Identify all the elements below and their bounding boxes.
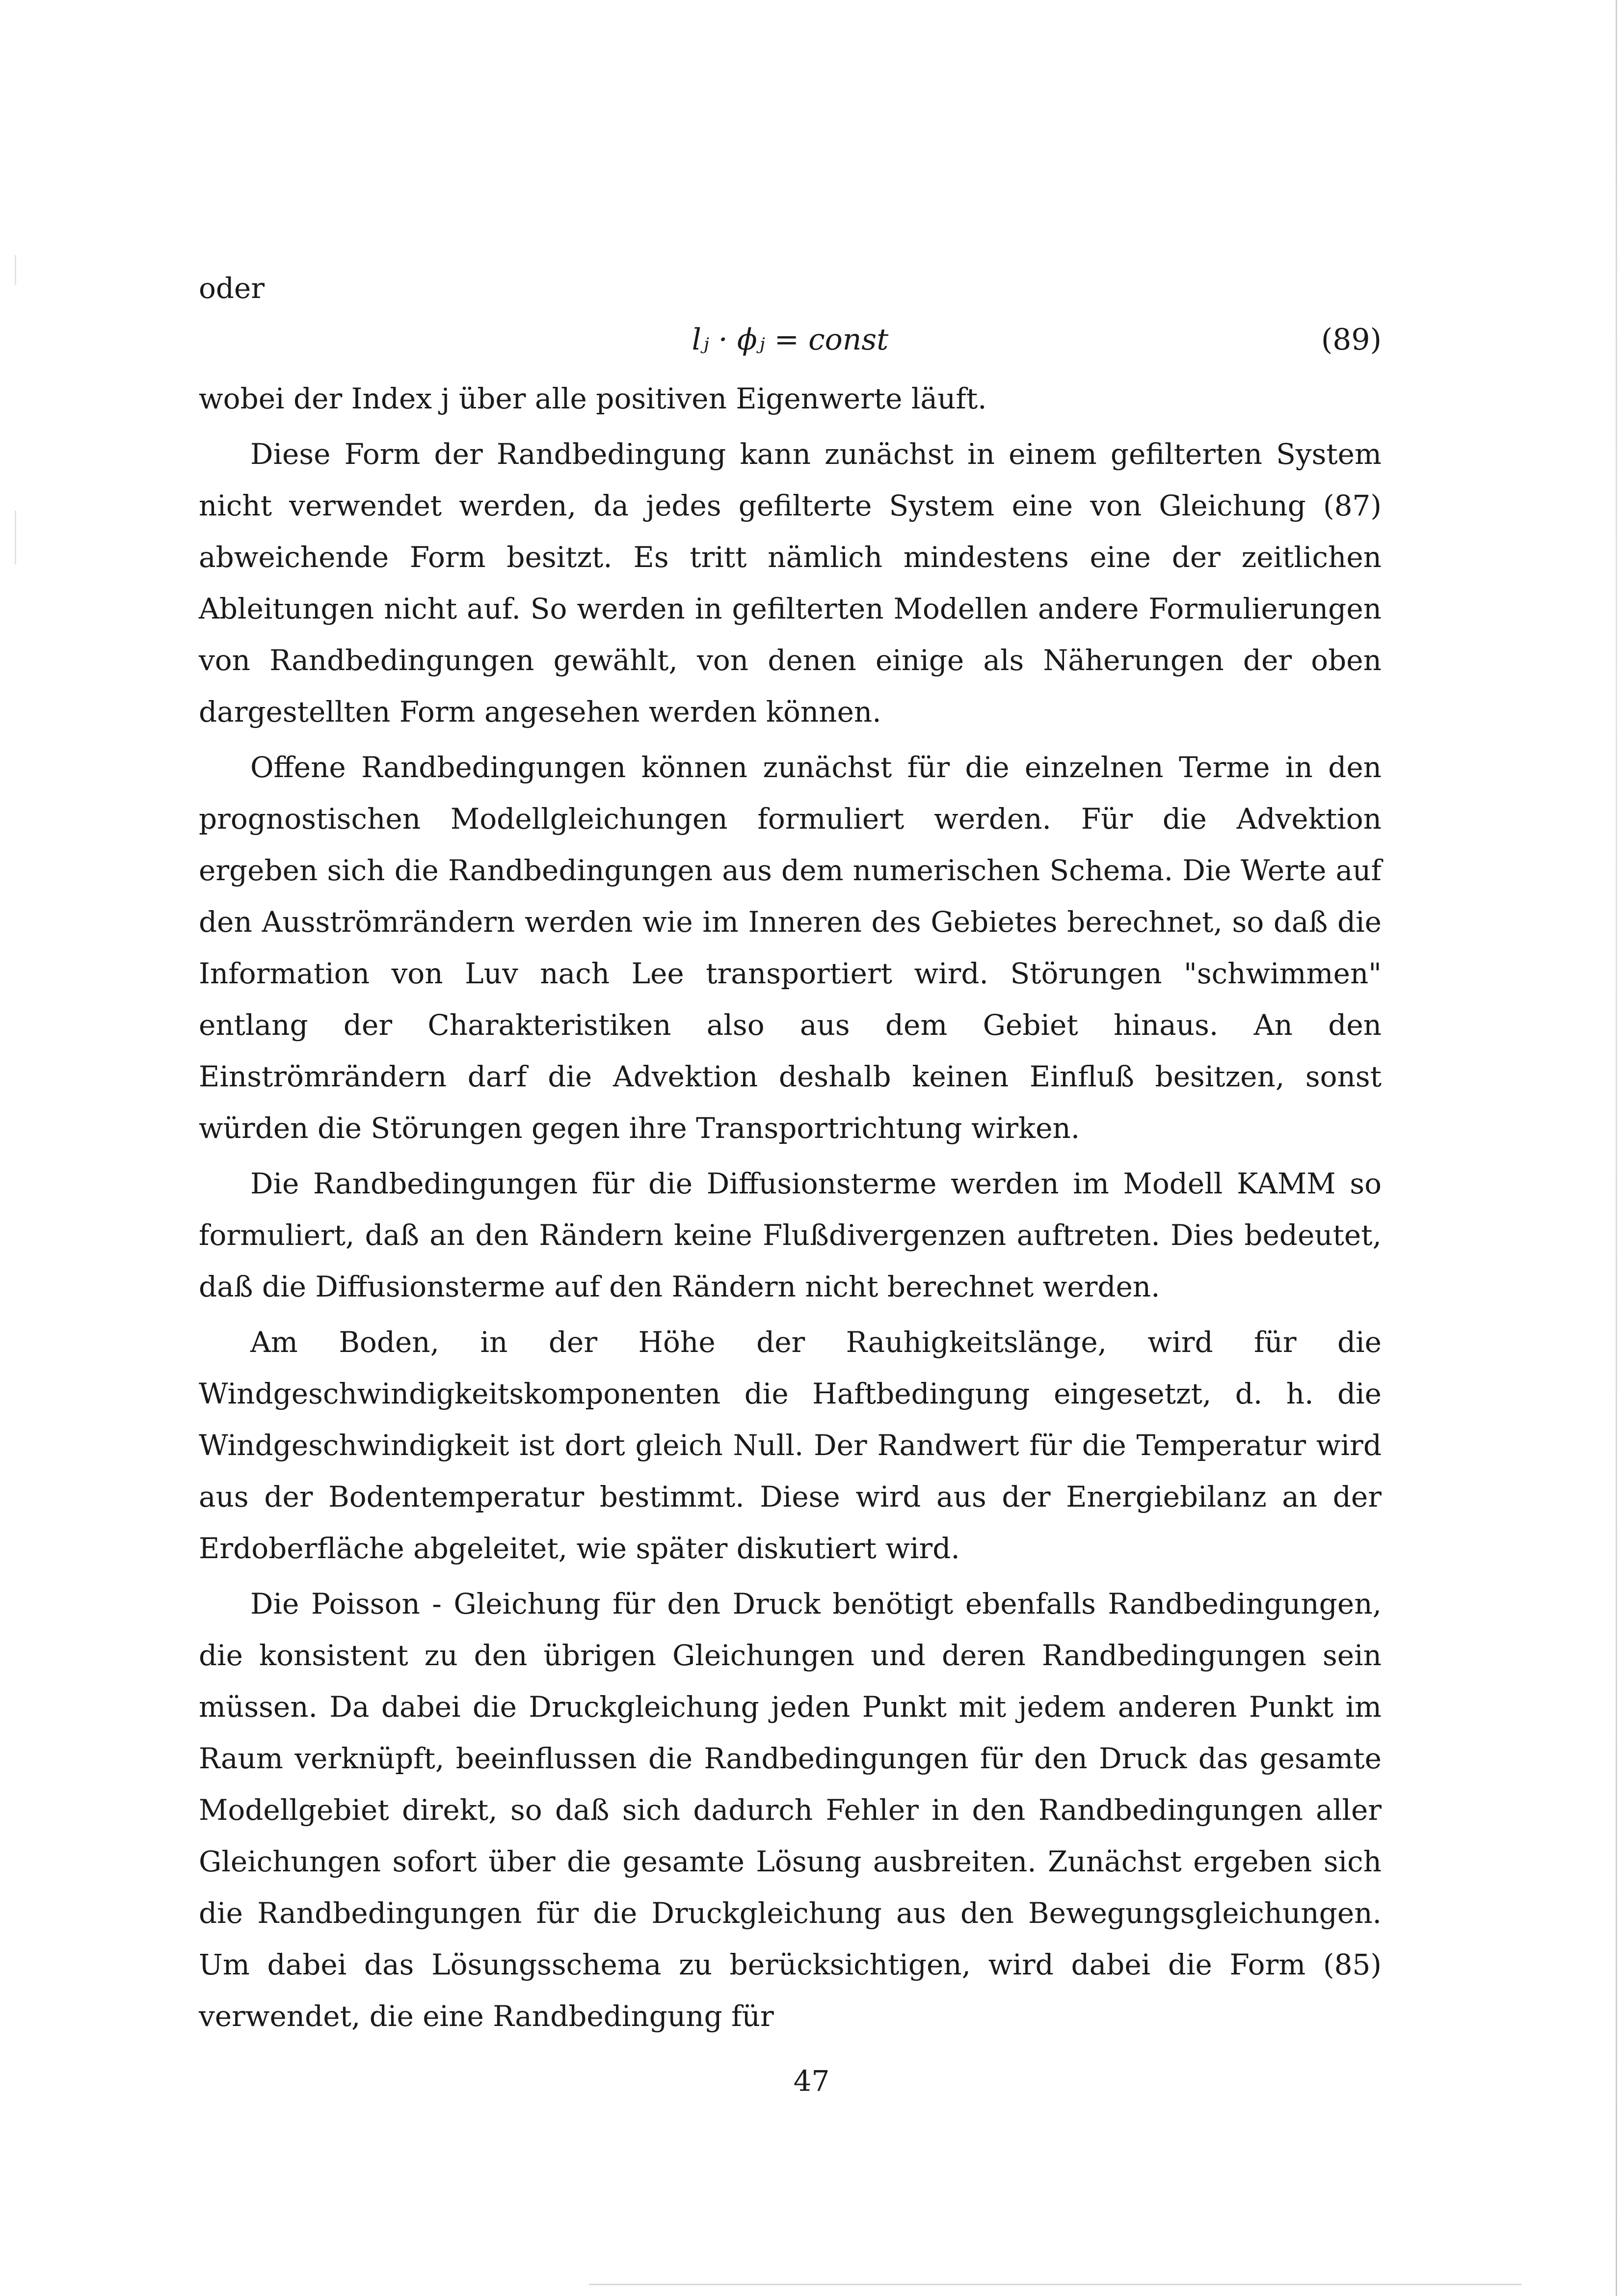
scan-bottom-line [589,2284,1521,2285]
intro-text: wobei der Index j über alle positiven Eigenwerte läuft. [199,382,987,415]
paragraph: Die Randbedingungen für die Diffusionsterme werden im Modell KAMM so formuliert, daß an den Rändern keine Flußdivergenzen auftreten. Dies bedeutet, daß die Diffusionsterme auf den Rändern nicht berechnet werden. [199,1167,1382,1303]
lead-word: oder [199,271,265,305]
equation-formula: lⱼ · ϕⱼ = const [692,323,889,357]
paragraph: Am Boden, in der Höhe der Rauhigkeitslänge, wird für die Windgeschwindigkeitskomponenten die Haftbedingung eingesetzt, d. h. die Windgeschwindigkeit ist dort gleich Null. Der Randwert für die Temperatur wird aus der Bodentemperatur bestimmt. Diese wird aus der Energiebilanz an der Erdoberfläche abgeleitet, wie später diskutiert wird. [199,1325,1382,1565]
scan-left-mark [15,511,16,565]
paragraph: Offene Randbedingungen können zunächst für die einzelnen Terme in den prognostischen Modellgleichungen formuliert werden. Für die Advektion ergeben sich die Randbedingungen aus dem numerischen Schema. Die Werte auf den Ausströmrändern werden wie im Inneren des Gebietes berechnet, so daß die Information von Luv nach Lee transportiert wird. Störungen "schwimmen" entlang der Charakteristiken also aus dem Gebiet hinaus. An den Einströmrändern darf die Advektion deshalb keinen Einfluß besitzen, sonst würden die Störungen gegen ihre Transportrichtung wirken. [199,751,1382,1145]
equation-number: (89) [1321,323,1382,357]
equation-89 [199,314,1382,373]
page-body [199,263,1382,2042]
paragraph: Diese Form der Randbedingung kann zunächst in einem gefilterten System nicht verwendet werden, da jedes gefilterte System eine von Gleichung (87) abweichende Form besitzt. Es tritt nämlich mindestens eine der zeitlichen Ableitungen nicht auf. So werden in gefilterten Modellen andere Formulierungen von Randbedingungen gewählt, von denen einige als Näherungen der oben dargestellten Form angesehen werden können. [199,437,1382,729]
page-number: 47 [793,2064,830,2098]
scan-left-mark [15,255,16,285]
scan-edge-line [1616,0,1617,2296]
paragraph: Die Poisson - Gleichung für den Druck benötigt ebenfalls Randbedingungen, die konsistent zu den übrigen Gleichungen und deren Randbedingungen sein müssen. Da dabei die Druckgleichung jeden Punkt mit jedem anderen Punkt im Raum verknüpft, beeinflussen die Randbedingungen für den Druck das gesamte Modellgebiet direkt, so daß sich dadurch Fehler in den Randbedingungen aller Gleichungen sofort über die gesamte Lösung ausbreiten. Zunächst ergeben sich die Randbedingungen für die Druckgleichung aus den Bewegungsgleichungen. Um dabei das Lösungsschema zu berücksichtigen, wird dabei die Form (85) verwendet, die eine Randbedingung für [199,1587,1382,2033]
